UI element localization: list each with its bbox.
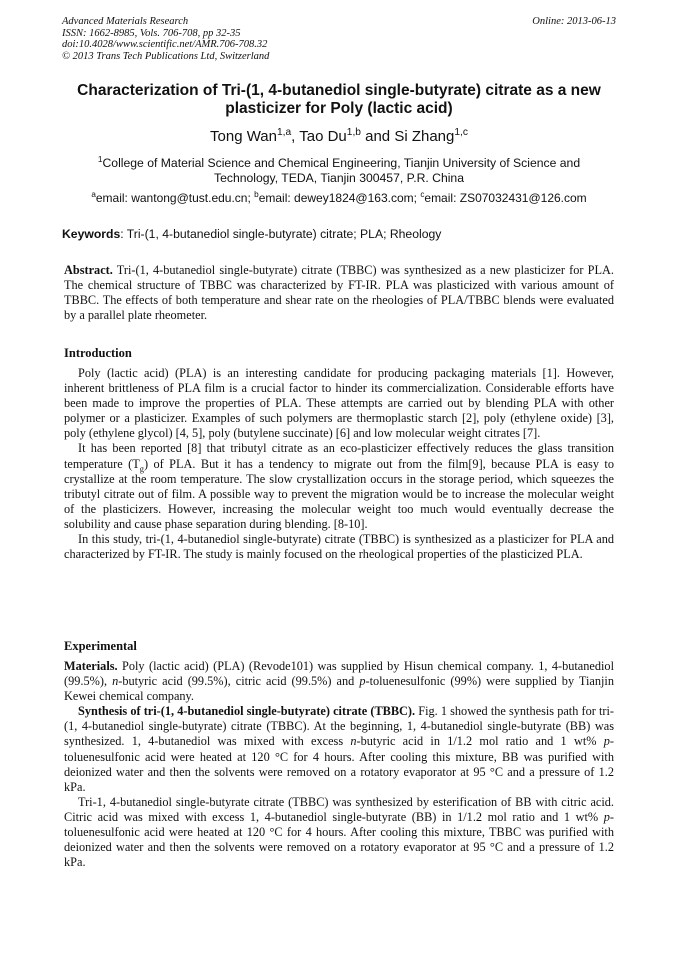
- paper-title: Characterization of Tri-(1, 4-butanediol single-butyrate) citrate as a new plasticizer for Poly (lactic acid): [77, 82, 601, 117]
- author-name: Tao Du: [299, 128, 347, 145]
- email-mark: a: [91, 190, 96, 199]
- online-date: Online: 2013-06-13: [532, 16, 616, 27]
- introduction-body: [64, 366, 614, 562]
- email-mark: b: [254, 190, 259, 199]
- experimental-body: [64, 659, 614, 870]
- keywords: [62, 227, 616, 242]
- issn-line: ISSN: 1662-8985, Vols. 706-708, pp 32-35: [62, 27, 241, 39]
- author-separator: ,: [291, 128, 300, 145]
- keywords-label: Keywords: [62, 227, 121, 241]
- paragraph-text: -toluenesulfonic acid were heated at 120 °C for 4 hours. After cooling this mixture, BB was purified with deionized water and then the solvents were removed on a rotatory evaporator at 95 °C and a pressure of 1.2 kPa.: [64, 734, 615, 794]
- paragraph-text: -toluenesulfonic acid were heated at 120 °C for 4 hours. After cooling this mixture, TBBC was purified with deionized water and then the solvents were removed on a rotatory evaporator at 95 °C and a pressure of 1.2 kPa.: [64, 809, 614, 870]
- copyright-line: © 2013 Trans Tech Publications Ltd, Switzerland: [62, 50, 270, 62]
- paragraph-text: ) of PLA. But it has a tendency to migrate out from the film[9], because PLA is easy to crystallize at the room temperature. The slow crystallization occurs in the storage period, which squeezes the tributyl citrate out of film. A possible way to prevent the migration would be to increase the molecular weight of the plasticizers. However, increasing the molecular weight too much would eventually decrease the solubility and cause phase separation during blending. [8-10].: [64, 456, 614, 531]
- materials-label: Materials.: [64, 659, 118, 673]
- author-list: [62, 128, 616, 146]
- email-text: email: wantong@tust.edu.cn;: [95, 191, 255, 205]
- affiliation-mark: 1: [97, 153, 103, 164]
- affiliation-text: College of Material Science and Chemical Engineering, Tianjin University of Science and Technology, TEDA, Tianjin 300457, P.R. China: [102, 156, 581, 186]
- email-text: email: ZS07032431@126.com: [424, 191, 587, 205]
- introduction-paragraph: In this study, tri-(1, 4-butanediol single-butyrate) citrate (TBBC) is synthesized as a plasticizer for PLA and characterized by FT-IR. The study is mainly focused on the rheological properties of the plasticized PLA.: [64, 532, 614, 562]
- synthesis-label: Synthesis of tri-(1, 4-butanediol single-butyrate) citrate (TBBC).: [78, 704, 416, 719]
- introduction-paragraph: [64, 441, 614, 532]
- paragraph-text: Fig. 1 showed the synthesis path for tri-(1, 4-butanediol single-butyrate) citrate (TBBC). At the beginning, 1, 4-butanediol single-butyrate (BB) was synthesized. 1, 4-butanediol was mixed with excess: [64, 704, 614, 749]
- experimental-heading: Experimental: [64, 639, 137, 653]
- paragraph-text: It has been reported [8] that tributyl citrate as an eco-plasticizer effectively reduces the glass transition temperature (T: [64, 441, 614, 471]
- materials-paragraph: [64, 659, 614, 704]
- author-name: Si Zhang: [394, 128, 455, 145]
- introduction-heading: Introduction: [64, 346, 132, 360]
- italic-text: p: [603, 734, 610, 749]
- journal-name: Advanced Materials Research: [62, 16, 189, 27]
- paragraph-text: Tri-1, 4-butanediol single-butyrate citrate (TBBC) was synthesized by esterification of BB with citric acid. Citric acid was mixed with excess 1, 4-butanediol single-butyrate (BB) in 1/1.2 mol ratio and 1 wt%: [64, 794, 614, 824]
- author-affiliation-mark: 1,b: [346, 127, 361, 138]
- email-list: [62, 191, 616, 206]
- email-mark: c: [420, 190, 425, 199]
- paragraph-text: Poly (lactic acid) (PLA) (Revode101) was supplied by Hisun chemical company. 1, 4-butanediol (99.5%),: [64, 659, 614, 689]
- author-separator: and: [360, 128, 395, 145]
- italic-text: p: [359, 674, 366, 689]
- paragraph-text: -toluenesulfonic (99%) were supplied by Tianjin Kewei chemical company.: [64, 674, 614, 704]
- affiliation: [90, 153, 588, 187]
- paragraph-text: -butyric acid (99.5%), citric acid (99.5%) and: [118, 674, 360, 689]
- abstract: [64, 263, 614, 323]
- italic-text: n: [112, 674, 119, 689]
- doi-line: doi:10.4028/www.scientific.net/AMR.706-708.32: [62, 39, 268, 51]
- author-affiliation-mark: 1,c: [454, 127, 468, 138]
- subscript: g: [139, 464, 144, 474]
- paragraph-text: -butyric acid in 1/1.2 mol ratio and 1 wt%: [356, 734, 604, 749]
- abstract-text: Tri-(1, 4-butanediol single-butyrate) citrate (TBBC) was synthesized as a new plasticizer for PLA. The chemical structure of TBBC was characterized by FT-IR. PLA was plasticized with various amount of TBBC. The effects of both temperature and shear rate on the rheologies of PLA/TBBC blends were evaluated by a parallel plate rheometer.: [64, 263, 614, 323]
- italic-text: n: [350, 734, 357, 749]
- author-name: Tong Wan: [210, 128, 277, 145]
- italic-text: p: [603, 809, 610, 824]
- journal-header: [62, 16, 616, 62]
- author-affiliation-mark: 1,a: [277, 127, 292, 138]
- introduction-paragraph: Poly (lactic acid) (PLA) is an interesting candidate for producing packaging materials [1]. However, inherent brittleness of PLA film is a crucial factor to hinder its commercialization. Considerable efforts have been made to improve the properties of PLA. These attempts are carried out by blending PLA with other polymer or a plasticizer. Examples of such polymers are thermoplastic starch [2], poly (ethylene oxide) [3], poly (ethylene glycol) [4, 5], poly (butylene succinate) [6] and low molecular weight citrates [7].: [64, 366, 614, 441]
- keywords-text: : Tri-(1, 4-butanediol single-butyrate) citrate; PLA; Rheology: [120, 227, 442, 241]
- abstract-label: Abstract.: [64, 263, 113, 277]
- synthesis-paragraph: [64, 704, 614, 795]
- tbbc-paragraph: [64, 795, 614, 870]
- email-text: email: dewey1824@163.com;: [258, 191, 421, 205]
